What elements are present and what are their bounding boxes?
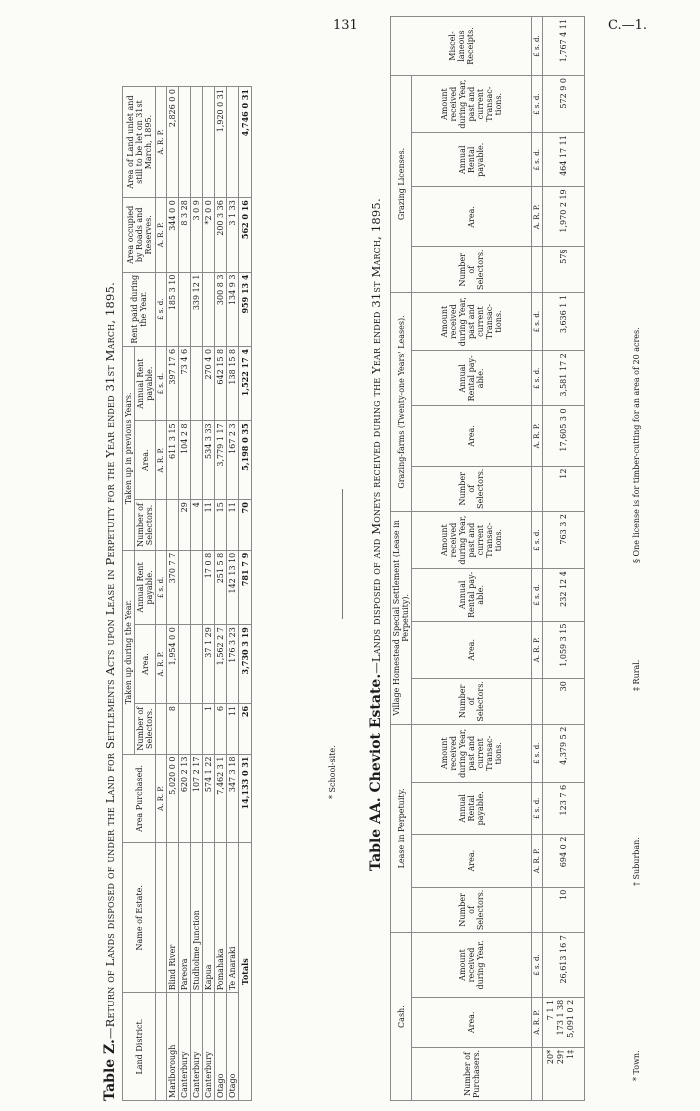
unit-lsd: £ s. d.: [532, 351, 543, 406]
roads-reserves: *2 0 0: [203, 198, 215, 272]
rent-prev: 397 17 6: [167, 346, 179, 420]
total-area-prev: 5,198 0 35: [239, 421, 252, 500]
rent-paid: 339 12 1: [191, 272, 203, 346]
total-rent-paid: 959 13 4: [239, 272, 252, 346]
selectors-during: 8: [167, 703, 179, 754]
divider-rule: [342, 489, 343, 619]
totals-row: [239, 87, 252, 1101]
footnote-suburban: † Suburban.: [632, 837, 641, 886]
roads-reserves: 344 0 0: [167, 198, 179, 272]
rent-during: [179, 550, 191, 624]
unit-arp: A. R. P.: [156, 754, 167, 843]
parliamentary-paper-ref: C.—1.: [608, 18, 648, 33]
village-selectors: 30: [543, 679, 585, 725]
col-lease-amount: Amount received during Year, past and current Transac-tions.: [412, 724, 532, 782]
col-purchasers: Number of Purchasers.: [412, 1047, 532, 1100]
col-roads-reserves: Area occupied by Roads and Reserves.: [123, 198, 156, 272]
col-area-during: Area.: [135, 625, 156, 704]
lease-amount: 4,379 5 2: [543, 724, 585, 782]
group-cash: Cash.: [391, 933, 412, 1101]
unit-lsd: £ s. d.: [532, 293, 543, 351]
selectors-during: 11: [227, 703, 239, 754]
unit-arp: A. R. P.: [156, 421, 167, 500]
col-lease-area: Area.: [412, 834, 532, 887]
selectors-prev: 15: [215, 500, 227, 551]
unlet-area: [203, 87, 215, 198]
area-during: [179, 625, 191, 704]
rent-paid: 134 9 3: [227, 272, 239, 346]
land-district: Canterbury: [179, 993, 191, 1101]
roads-reserves: 3 1 33: [227, 198, 239, 272]
col-selectors-prev: Number of Selectors.: [135, 500, 156, 551]
col-lease-selectors: Number of Selectors.: [412, 887, 532, 933]
village-amount: 763 3 2: [543, 512, 585, 569]
col-estate: Name of Estate.: [123, 843, 156, 993]
rent-prev: 642 15 8: [215, 346, 227, 420]
table-row: [179, 87, 191, 1101]
roads-reserves: 8 3 28: [179, 198, 191, 272]
col-village-amount: Amount received during Year, past and current Transac-tions.: [412, 512, 532, 569]
lease-selectors: 10: [543, 887, 585, 933]
roads-reserves: 200 3 36: [215, 198, 227, 272]
unit-lsd: £ s. d.: [532, 133, 543, 187]
grazing-selectors: 12: [543, 466, 585, 512]
table-row: [215, 87, 227, 1101]
unit-arp: A. R. P.: [532, 187, 543, 247]
roads-reserves: 3 0 9: [191, 198, 203, 272]
col-cash-area: Area.: [412, 997, 532, 1047]
group-grazing-farms: Grazing-farms (Twenty-one Years' Leases).: [391, 293, 412, 512]
unlet-area: 2,826 0 0: [167, 87, 179, 198]
licenses-number: 57§: [543, 247, 585, 293]
grazing-rental: 3,581 17 2: [543, 351, 585, 406]
cash-area: 7 1 1 173 1 38 5,091 0 2: [543, 997, 585, 1047]
rent-during: 251 5 8: [215, 550, 227, 624]
unit-arp: A. R. P.: [532, 997, 543, 1047]
total-roads: 562 0 16: [239, 198, 252, 272]
cash-purchasers: 20* 29† 1‡: [543, 1047, 585, 1100]
rent-paid: 185 3 10: [167, 272, 179, 346]
group-lease-perpetuity: Lease in Perpetuity.: [391, 724, 412, 933]
table-row: [167, 87, 179, 1101]
rent-paid: [179, 272, 191, 346]
area-prev: [191, 421, 203, 500]
area-during: 176 3 23: [227, 625, 239, 704]
area-during: [191, 625, 203, 704]
group-taken-up-previous: Taken up in previous Years.: [123, 346, 135, 550]
unit-lsd: £ s. d.: [532, 782, 543, 834]
rent-paid: 300 8 3: [215, 272, 227, 346]
table-aa: [390, 16, 585, 1101]
unit-arp: A. R. P.: [532, 406, 543, 466]
table-aa-caption-text: —Lands disposed of and Moneys received during the Year ended 31st March, 1895.: [369, 198, 383, 674]
total-selectors-during: 26: [239, 703, 252, 754]
land-district: Otago: [227, 993, 239, 1101]
total-purchased: 14,133 0 31: [239, 754, 252, 843]
area-prev: 3,779 1 17: [215, 421, 227, 500]
total-unlet: 4,746 0 31: [239, 87, 252, 198]
unlet-area: [179, 87, 191, 198]
land-district: Otago: [215, 993, 227, 1101]
table-z-label: Table Z.: [102, 1039, 118, 1101]
selectors-prev: 11: [203, 500, 215, 551]
selectors-during: [191, 703, 203, 754]
unit-arp: A. R. P.: [156, 625, 167, 704]
unlet-area: [191, 87, 203, 198]
table-row: [227, 87, 239, 1101]
footnote-rural: ‡ Rural.: [632, 659, 641, 691]
col-rent-prev: Annual Rent payable.: [135, 346, 156, 420]
col-rent-during: Annual Rent payable.: [135, 550, 156, 624]
licenses-area: 1,970 2 19: [543, 187, 585, 247]
table-z-caption: [102, 282, 118, 1101]
unit-lsd: £ s. d.: [532, 569, 543, 621]
lease-rental: 123 7 6: [543, 782, 585, 834]
total-selectors-prev: 70: [239, 500, 252, 551]
selectors-during: [179, 703, 191, 754]
col-grazing-selectors: Number of Selectors.: [412, 466, 532, 512]
col-lease-rental: Annual Rental payable.: [412, 782, 532, 834]
licenses-rental: 464 17 11: [543, 133, 585, 187]
rent-prev: [191, 346, 203, 420]
land-district: Canterbury: [203, 993, 215, 1101]
group-grazing-licenses: Grazing Licenses.: [391, 76, 412, 293]
area-prev: 167 2 3: [227, 421, 239, 500]
area-prev: 534 3 33: [203, 421, 215, 500]
area-during: 1,562 2 7: [215, 625, 227, 704]
area-purchased: 620 2 13: [179, 754, 191, 843]
col-area-prev: Area.: [135, 421, 156, 500]
unit-lsd: £ s. d.: [156, 346, 167, 420]
unlet-area: 1,920 0 31: [215, 87, 227, 198]
col-unlet-area: Area of Land unlet and still to be let on 31st March, 1895.: [123, 87, 156, 198]
col-misc-receipts: Miscel-laneous Receipts.: [391, 17, 532, 76]
unit-lsd: £ s. d.: [532, 17, 543, 76]
col-land-district: Land District.: [123, 993, 156, 1101]
unit-lsd: £ s. d.: [532, 933, 543, 998]
unit-arp: A. R. P.: [532, 621, 543, 679]
group-village-homestead: Village Homestead Special Settlement (Lease in Perpetuity).: [391, 512, 412, 725]
cash-amount: 26,613 16 7: [543, 933, 585, 998]
unit-lsd: £ s. d.: [156, 272, 167, 346]
rent-during: 370 7 7: [167, 550, 179, 624]
col-cash-amount: Amount received during Year.: [412, 933, 532, 998]
estate-name: Blind River: [167, 843, 179, 993]
land-district: Marlborough: [167, 993, 179, 1101]
licenses-amount: 572 9 0: [543, 76, 585, 133]
col-licenses-number: Number of Selectors.: [412, 247, 532, 293]
estate-name: Studholme Junction: [191, 843, 203, 993]
selectors-prev: 29: [179, 500, 191, 551]
area-purchased: 7,462 3 1: [215, 754, 227, 843]
col-grazing-amount: Amount received during Year, past and current Transac-tions.: [412, 293, 532, 351]
unlet-area: [227, 87, 239, 198]
lease-area: 694 0 2: [543, 834, 585, 887]
area-purchased: 347 3 18: [227, 754, 239, 843]
rent-prev: 73 4 6: [179, 346, 191, 420]
unit-arp: A. R. P.: [156, 198, 167, 272]
col-village-rental: Annual Rental pay-able.: [412, 569, 532, 621]
area-prev: 104 2 8: [179, 421, 191, 500]
table-aa-label: Table AA. Cheviot Estate.: [368, 673, 384, 871]
col-grazing-rental: Annual Rental pay-able.: [412, 351, 532, 406]
col-rent-paid: Rent paid during the Year.: [123, 272, 156, 346]
estate-name: Kapua: [203, 843, 215, 993]
rent-paid: [203, 272, 215, 346]
table-z-caption-text: —Return of Lands disposed of under the Land for Settlements Acts upon Lease in Perpetuity for the Year ended 31st March, 1895.: [103, 282, 117, 1040]
total-rent-during: 781 7 9: [239, 550, 252, 624]
col-village-selectors: Number of Selectors.: [412, 679, 532, 725]
selectors-during: 1: [203, 703, 215, 754]
table-row: [191, 87, 203, 1101]
unit-arp: A. R. P.: [156, 87, 167, 198]
village-area: 1,059 3 15: [543, 621, 585, 679]
area-prev: 611 3 15: [167, 421, 179, 500]
land-district: Canterbury: [191, 993, 203, 1101]
estate-name: Te Anaraki: [227, 843, 239, 993]
col-area-purchased: Area Purchased.: [123, 754, 156, 843]
table-aa-caption: [368, 198, 384, 871]
misc-receipts: 1,767 4 11: [543, 17, 585, 76]
col-licenses-rental: Annual Rental payable.: [412, 133, 532, 187]
footnote-timber-license: § One license is for timber-cutting for an area of 20 acres.: [632, 327, 641, 563]
grazing-amount: 3,636 1 1: [543, 293, 585, 351]
area-purchased: 5,020 0 0: [167, 754, 179, 843]
area-purchased: 107 2 17: [191, 754, 203, 843]
estate-name: Pomahaka: [215, 843, 227, 993]
group-taken-up-during: Taken up during the Year.: [123, 550, 135, 754]
rent-during: [191, 550, 203, 624]
col-licenses-amount: Amount received during Year, past and current Transac-tions.: [412, 76, 532, 133]
totals-label: Totals: [239, 843, 252, 1101]
rent-during: 142 13 10: [227, 550, 239, 624]
table-aa-data-row: [543, 17, 585, 1101]
col-grazing-area: Area.: [412, 406, 532, 466]
col-licenses-area: Area.: [412, 187, 532, 247]
col-selectors-during: Number of Selectors.: [135, 703, 156, 754]
unit-lsd: £ s. d.: [156, 550, 167, 624]
selectors-prev: 11: [227, 500, 239, 551]
selectors-during: 6: [215, 703, 227, 754]
rent-prev: 138 15 8: [227, 346, 239, 420]
grazing-area: 17,605 3 0: [543, 406, 585, 466]
area-during: 37 1 29: [203, 625, 215, 704]
estate-name: Pareora: [179, 843, 191, 993]
rent-prev: 270 4 0: [203, 346, 215, 420]
table-z-footnote: * School-site.: [328, 745, 337, 799]
area-purchased: 574 1 22: [203, 754, 215, 843]
table-z: [122, 86, 252, 1101]
footnote-town: * Town.: [632, 1050, 641, 1081]
table-row: [203, 87, 215, 1101]
selectors-prev: 4: [191, 500, 203, 551]
col-village-area: Area.: [412, 621, 532, 679]
selectors-prev: [167, 500, 179, 551]
village-rental: 232 12 4: [543, 569, 585, 621]
page-number: 131: [333, 18, 358, 33]
unit-lsd: £ s. d.: [532, 76, 543, 133]
unit-lsd: £ s. d.: [532, 512, 543, 569]
unit-arp: A. R. P.: [532, 834, 543, 887]
total-area-during: 3,730 3 19: [239, 625, 252, 704]
area-during: 1,954 0 0: [167, 625, 179, 704]
total-rent-prev: 1,522 17 4: [239, 346, 252, 420]
rent-during: 17 0 8: [203, 550, 215, 624]
unit-lsd: £ s. d.: [532, 724, 543, 782]
